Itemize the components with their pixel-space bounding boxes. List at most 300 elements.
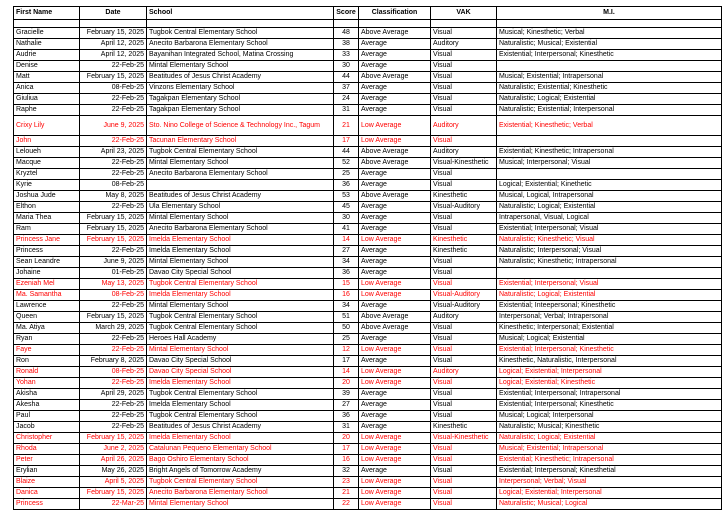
table-row <box>14 235 722 246</box>
vak-cell: Visual <box>431 268 497 279</box>
classification-cell: Above Average <box>359 147 431 158</box>
student-results-table <box>13 6 722 510</box>
date-cell: 22-Mar-25 <box>80 499 147 510</box>
mi-cell: Kinesthetic, Naturalistic, Interpersonal <box>497 356 722 367</box>
mi-cell: Existential; Interpersonal; Visual <box>497 224 722 235</box>
first-name-cell: Paul <box>14 411 80 422</box>
column-header-first-name: First Name <box>14 7 80 20</box>
mi-cell: Existential; Interpersonal; Kinesthetic <box>497 400 722 411</box>
date-cell: February 15, 2025 <box>80 224 147 235</box>
school-cell: Tagakpan Elementary School <box>147 105 334 116</box>
mi-cell: Naturalistic; Interpersonal; Visual <box>497 246 722 257</box>
mi-cell: Musical; Interpersonal; Visual <box>497 158 722 169</box>
classification-cell: Low Average <box>359 367 431 378</box>
date-cell: June 9, 2025 <box>80 257 147 268</box>
first-name-cell: Ma. Samantha <box>14 290 80 301</box>
school-cell: Bago Oshiro Elementary School <box>147 455 334 466</box>
date-cell: 22-Feb-25 <box>80 61 147 72</box>
table-row <box>14 28 722 39</box>
classification-cell: Average <box>359 466 431 477</box>
vak-cell: Visual <box>431 94 497 105</box>
first-name-cell: Christopher <box>14 433 80 444</box>
score-cell: 17 <box>334 136 359 147</box>
vak-cell: Visual <box>431 169 497 180</box>
score-cell: 38 <box>334 39 359 50</box>
vak-cell: Visual <box>431 323 497 334</box>
date-cell: February 15, 2025 <box>80 72 147 83</box>
table-row <box>14 499 722 510</box>
school-cell: Ula Elementary School <box>147 202 334 213</box>
mi-cell: Existential; Kinesthetic; Verbal <box>497 116 722 136</box>
table-row <box>14 268 722 279</box>
mi-cell: Existential; Interpersonal; Kinesthetic <box>497 50 722 61</box>
first-name-cell: Queen <box>14 312 80 323</box>
classification-cell: Average <box>359 257 431 268</box>
score-cell: 27 <box>334 400 359 411</box>
school-cell: Anecito Barbarona Elementary School <box>147 39 334 50</box>
first-name-cell: Danica <box>14 488 80 499</box>
school-cell: Imelda Elementary School <box>147 246 334 257</box>
date-cell: April 12, 2025 <box>80 39 147 50</box>
score-cell: 30 <box>334 61 359 72</box>
school-cell: Anecito Barbarona Elementary School <box>147 169 334 180</box>
mi-cell: Musical; Existential; Intrapersonal <box>497 72 722 83</box>
table-row <box>14 290 722 301</box>
school-cell: Sto. Nino College of Science & Technology Inc., Tagum <box>147 116 334 136</box>
score-cell: 53 <box>334 191 359 202</box>
first-name-cell: Anica <box>14 83 80 94</box>
table-row <box>14 136 722 147</box>
school-cell: Tagakpan Elementary School <box>147 94 334 105</box>
classification-cell: Low Average <box>359 477 431 488</box>
vak-cell: Visual <box>431 136 497 147</box>
vak-cell: Kinesthetic <box>431 422 497 433</box>
score-cell: 24 <box>334 94 359 105</box>
first-name-cell: Erylian <box>14 466 80 477</box>
first-name-cell: Princess <box>14 499 80 510</box>
classification-cell: Low Average <box>359 499 431 510</box>
score-cell: 44 <box>334 147 359 158</box>
score-cell: 37 <box>334 83 359 94</box>
school-cell: Tugbok Central Elementary School <box>147 28 334 39</box>
school-cell: Tugbok Central Elementary School <box>147 477 334 488</box>
classification-cell: Average <box>359 268 431 279</box>
first-name-cell: Nathalie <box>14 39 80 50</box>
date-cell: 08-Feb-25 <box>80 180 147 191</box>
school-cell: Mintal Elementary School <box>147 158 334 169</box>
table-row <box>14 116 722 136</box>
vak-cell: Visual <box>431 83 497 94</box>
score-cell: 30 <box>334 213 359 224</box>
blank-cell <box>147 20 334 28</box>
score-cell: 20 <box>334 433 359 444</box>
vak-cell: Visual <box>431 180 497 191</box>
vak-cell: Visual-Kinesthetic <box>431 158 497 169</box>
score-cell: 27 <box>334 246 359 257</box>
classification-cell: Low Average <box>359 444 431 455</box>
score-cell: 45 <box>334 202 359 213</box>
classification-cell: Average <box>359 356 431 367</box>
mi-cell: Existential; Interpersonal; Intrapersonal <box>497 389 722 400</box>
date-cell: February 15, 2025 <box>80 213 147 224</box>
mi-cell: Naturalistic; Existential; Interpersonal <box>497 105 722 116</box>
score-cell: 36 <box>334 180 359 191</box>
blank-row <box>14 20 722 28</box>
mi-cell: Logical; Existential; Kinethetic <box>497 180 722 191</box>
first-name-cell: Ronald <box>14 367 80 378</box>
date-cell: 22-Feb-25 <box>80 345 147 356</box>
classification-cell: Average <box>359 334 431 345</box>
mi-cell: Musical, Logical, Intrapersonal <box>497 191 722 202</box>
mi-cell: Naturalistic; Kinesthetic; Visual <box>497 235 722 246</box>
table-row <box>14 334 722 345</box>
date-cell: 22-Feb-25 <box>80 334 147 345</box>
score-cell: 20 <box>334 378 359 389</box>
vak-cell: Auditory <box>431 312 497 323</box>
school-cell: Mintal Elementary School <box>147 213 334 224</box>
mi-cell: Logical; Existential; Interpersonal <box>497 488 722 499</box>
vak-cell: Visual <box>431 72 497 83</box>
date-cell: April 23, 2025 <box>80 147 147 158</box>
school-cell: Imelda Elementary School <box>147 235 334 246</box>
score-cell: 51 <box>334 312 359 323</box>
score-cell: 21 <box>334 116 359 136</box>
blank-cell <box>497 20 722 28</box>
score-cell: 12 <box>334 345 359 356</box>
vak-cell: Auditory <box>431 367 497 378</box>
school-cell <box>147 180 334 191</box>
score-cell: 14 <box>334 235 359 246</box>
date-cell: 22-Feb-25 <box>80 94 147 105</box>
table-row <box>14 180 722 191</box>
blank-cell <box>14 20 80 28</box>
classification-cell: Average <box>359 400 431 411</box>
school-cell: Beatitudes of Jesus Christ Academy <box>147 72 334 83</box>
first-name-cell: Rhoda <box>14 444 80 455</box>
vak-cell: Auditory <box>431 39 497 50</box>
school-cell: Mintal Elementary School <box>147 61 334 72</box>
vak-cell: Visual <box>431 28 497 39</box>
table-row <box>14 191 722 202</box>
column-header-score: Score <box>334 7 359 20</box>
classification-cell: Low Average <box>359 136 431 147</box>
vak-cell: Visual-Auditory <box>431 202 497 213</box>
classification-cell: Low Average <box>359 290 431 301</box>
date-cell: 08-Feb-25 <box>80 290 147 301</box>
first-name-cell: Kyrie <box>14 180 80 191</box>
date-cell: February 15, 2025 <box>80 433 147 444</box>
date-cell: May 13, 2025 <box>80 279 147 290</box>
first-name-cell: Raphe <box>14 105 80 116</box>
table-row <box>14 202 722 213</box>
first-name-cell: Princess <box>14 246 80 257</box>
first-name-cell: Sean Leandre <box>14 257 80 268</box>
mi-cell: Interpersonal; Verbal; Visual <box>497 477 722 488</box>
first-name-cell: Joshua Jude <box>14 191 80 202</box>
date-cell: April 29, 2025 <box>80 389 147 400</box>
vak-cell: Visual <box>431 389 497 400</box>
classification-cell: Average <box>359 422 431 433</box>
first-name-cell: Maria Thea <box>14 213 80 224</box>
date-cell: 08-Feb-25 <box>80 367 147 378</box>
column-header-vak: VAK <box>431 7 497 20</box>
school-cell: Imelda Elementary School <box>147 378 334 389</box>
score-cell: 25 <box>334 334 359 345</box>
classification-cell: Low Average <box>359 279 431 290</box>
first-name-cell: Ryan <box>14 334 80 345</box>
first-name-cell: Ezeniah Mel <box>14 279 80 290</box>
date-cell: 08-Feb-25 <box>80 83 147 94</box>
score-cell: 33 <box>334 50 359 61</box>
classification-cell: Average <box>359 180 431 191</box>
vak-cell: Visual <box>431 334 497 345</box>
score-cell: 32 <box>334 466 359 477</box>
school-cell: Anecito Barbarona Elementary School <box>147 488 334 499</box>
first-name-cell: Audrie <box>14 50 80 61</box>
date-cell: February 15, 2025 <box>80 235 147 246</box>
vak-cell: Auditory <box>431 147 497 158</box>
score-cell: 16 <box>334 290 359 301</box>
classification-cell: Average <box>359 94 431 105</box>
date-cell: May 26, 2025 <box>80 466 147 477</box>
classification-cell: Average <box>359 39 431 50</box>
score-cell: 31 <box>334 422 359 433</box>
vak-cell: Auditory <box>431 116 497 136</box>
table-row <box>14 488 722 499</box>
date-cell: June 9, 2025 <box>80 116 147 136</box>
classification-cell: Low Average <box>359 235 431 246</box>
school-cell: Tugbok Central Elementary School <box>147 389 334 400</box>
vak-cell: Visual <box>431 213 497 224</box>
column-header-school: School <box>147 7 334 20</box>
mi-cell: Logical; Existential; Kinesthetic <box>497 378 722 389</box>
vak-cell: Visual <box>431 411 497 422</box>
blank-cell <box>431 20 497 28</box>
first-name-cell: Faye <box>14 345 80 356</box>
vak-cell: Visual <box>431 455 497 466</box>
score-cell: 21 <box>334 488 359 499</box>
classification-cell: Average <box>359 411 431 422</box>
table-row <box>14 466 722 477</box>
mi-cell: Naturalistic; Musical; Existential <box>497 39 722 50</box>
first-name-cell: Denise <box>14 61 80 72</box>
first-name-cell: Akesha <box>14 400 80 411</box>
table-row <box>14 367 722 378</box>
vak-cell: Visual <box>431 257 497 268</box>
score-cell: 14 <box>334 367 359 378</box>
mi-cell: Existential; Interpersonal; Visual <box>497 279 722 290</box>
first-name-cell: John <box>14 136 80 147</box>
mi-cell <box>497 136 722 147</box>
first-name-cell: Yohan <box>14 378 80 389</box>
table-row <box>14 345 722 356</box>
mi-cell: Existential; Interpersonal; Kinesthetic <box>497 345 722 356</box>
score-cell: 36 <box>334 411 359 422</box>
school-cell: Bayanihan Integrated School, Matina Crossing <box>147 50 334 61</box>
classification-cell: Average <box>359 202 431 213</box>
mi-cell: Musical; Existential; Intrapersonal <box>497 444 722 455</box>
score-cell: 25 <box>334 169 359 180</box>
table-row <box>14 323 722 334</box>
column-header-mi: M.I. <box>497 7 722 20</box>
mi-cell: Kinesthetic; Interpersonal; Existential <box>497 323 722 334</box>
mi-cell: Existential; Kinesthetic; Intrapersonal <box>497 147 722 158</box>
classification-cell: Above Average <box>359 72 431 83</box>
mi-cell: Naturalistic; Logical; Existential <box>497 290 722 301</box>
school-cell: Mintal Elementary School <box>147 499 334 510</box>
mi-cell <box>497 169 722 180</box>
table-row <box>14 257 722 268</box>
mi-cell: Interpersonal; Verbal; Intrapersonal <box>497 312 722 323</box>
first-name-cell: Giuliua <box>14 94 80 105</box>
score-cell: 31 <box>334 105 359 116</box>
mi-cell: Existential; Interpersonal; Kinesthetial <box>497 466 722 477</box>
date-cell: May 8, 2025 <box>80 191 147 202</box>
first-name-cell: Kryztel <box>14 169 80 180</box>
classification-cell: Low Average <box>359 116 431 136</box>
school-cell: Bright Angels of Tomorrow Academy <box>147 466 334 477</box>
school-cell: Tugbok Central Elementary School <box>147 411 334 422</box>
blank-cell <box>80 20 147 28</box>
score-cell: 17 <box>334 356 359 367</box>
table-row <box>14 356 722 367</box>
score-cell: 52 <box>334 158 359 169</box>
table-row <box>14 147 722 158</box>
date-cell: 22-Feb-25 <box>80 246 147 257</box>
vak-cell: Visual <box>431 488 497 499</box>
table-row <box>14 279 722 290</box>
school-cell: Mintal Elementary School <box>147 345 334 356</box>
table-row <box>14 72 722 83</box>
score-cell: 44 <box>334 72 359 83</box>
mi-cell: Musical; Kinesthetic; Verbal <box>497 28 722 39</box>
classification-cell: Average <box>359 246 431 257</box>
school-cell: Tugbok Central Elementary School <box>147 323 334 334</box>
first-name-cell: Blaize <box>14 477 80 488</box>
classification-cell: Above Average <box>359 323 431 334</box>
score-cell: 39 <box>334 389 359 400</box>
first-name-cell: Crixy Lily <box>14 116 80 136</box>
first-name-cell: Lawrence <box>14 301 80 312</box>
score-cell: 34 <box>334 257 359 268</box>
classification-cell: Average <box>359 105 431 116</box>
first-name-cell: Macque <box>14 158 80 169</box>
school-cell: Beatitudes of Jesus Christ Academy <box>147 422 334 433</box>
vak-cell: Visual <box>431 279 497 290</box>
date-cell: 22-Feb-25 <box>80 136 147 147</box>
vak-cell: Visual <box>431 466 497 477</box>
classification-cell: Average <box>359 389 431 400</box>
school-cell: Tacunan Elementary School <box>147 136 334 147</box>
column-header-classification: Classification <box>359 7 431 20</box>
school-cell: Tugbok Central Elementary School <box>147 279 334 290</box>
table-row <box>14 477 722 488</box>
school-cell: Mintal Elementary School <box>147 257 334 268</box>
classification-cell: Average <box>359 224 431 235</box>
vak-cell: Visual <box>431 356 497 367</box>
table-row <box>14 105 722 116</box>
header-row <box>14 7 722 20</box>
first-name-cell: Leloueh <box>14 147 80 158</box>
date-cell: 22-Feb-25 <box>80 422 147 433</box>
table-row <box>14 389 722 400</box>
blank-cell <box>334 20 359 28</box>
vak-cell: Visual <box>431 477 497 488</box>
vak-cell: Visual <box>431 50 497 61</box>
date-cell: February 15, 2025 <box>80 312 147 323</box>
first-name-cell: Elthon <box>14 202 80 213</box>
vak-cell: Visual <box>431 61 497 72</box>
classification-cell: Average <box>359 213 431 224</box>
table-row <box>14 246 722 257</box>
vak-cell: Visual <box>431 378 497 389</box>
table-row <box>14 433 722 444</box>
date-cell: 22-Feb-25 <box>80 158 147 169</box>
first-name-cell: Ma. Atiya <box>14 323 80 334</box>
score-cell: 16 <box>334 455 359 466</box>
school-cell: Vinzons Elementary School <box>147 83 334 94</box>
school-cell: Beatitudes of Jesus Christ Academy <box>147 191 334 202</box>
date-cell: 22-Feb-25 <box>80 400 147 411</box>
mi-cell: Naturalistic; Logical; Existential <box>497 433 722 444</box>
classification-cell: Average <box>359 61 431 72</box>
date-cell: February 15, 2025 <box>80 28 147 39</box>
score-cell: 50 <box>334 323 359 334</box>
vak-cell: Visual <box>431 224 497 235</box>
classification-cell: Above Average <box>359 312 431 323</box>
date-cell: April 12, 2025 <box>80 50 147 61</box>
date-cell: April 26, 2025 <box>80 455 147 466</box>
score-cell: 15 <box>334 279 359 290</box>
table-row <box>14 169 722 180</box>
date-cell: 22-Feb-25 <box>80 411 147 422</box>
vak-cell: Kinesthetic <box>431 235 497 246</box>
table-row <box>14 224 722 235</box>
classification-cell: Low Average <box>359 433 431 444</box>
table-row <box>14 158 722 169</box>
school-cell: Imelda Elementary School <box>147 290 334 301</box>
classification-cell: Average <box>359 83 431 94</box>
date-cell: 22-Feb-25 <box>80 378 147 389</box>
mi-cell: Naturalistic; Musical; Logical <box>497 499 722 510</box>
date-cell: 22-Feb-25 <box>80 105 147 116</box>
score-cell: 41 <box>334 224 359 235</box>
school-cell: Mintal Elementary School <box>147 301 334 312</box>
table-row <box>14 83 722 94</box>
first-name-cell: Jacob <box>14 422 80 433</box>
table-row <box>14 39 722 50</box>
date-cell: March 29, 2025 <box>80 323 147 334</box>
date-cell: June 2, 2025 <box>80 444 147 455</box>
school-cell: Anecito Barbarona Elementary School <box>147 224 334 235</box>
classification-cell: Average <box>359 301 431 312</box>
school-cell: Imelda Elementary School <box>147 433 334 444</box>
mi-cell: Naturalistic; Kinesthetic; Intrapersonal <box>497 257 722 268</box>
first-name-cell: Peter <box>14 455 80 466</box>
table-row <box>14 400 722 411</box>
first-name-cell: Matt <box>14 72 80 83</box>
mi-cell: Logical; Existential; Interpersonal <box>497 367 722 378</box>
first-name-cell: Princess Jane <box>14 235 80 246</box>
school-cell: Catalunan Pequeno Elementary School <box>147 444 334 455</box>
vak-cell: Visual <box>431 105 497 116</box>
mi-cell: Naturalistic; Existential; Kinesthetic <box>497 83 722 94</box>
mi-cell: Naturalistic; Musical; Kinesthetic <box>497 422 722 433</box>
first-name-cell: Johaine <box>14 268 80 279</box>
table-row <box>14 50 722 61</box>
vak-cell: Visual <box>431 444 497 455</box>
school-cell: Tugbok Central Elementary School <box>147 147 334 158</box>
